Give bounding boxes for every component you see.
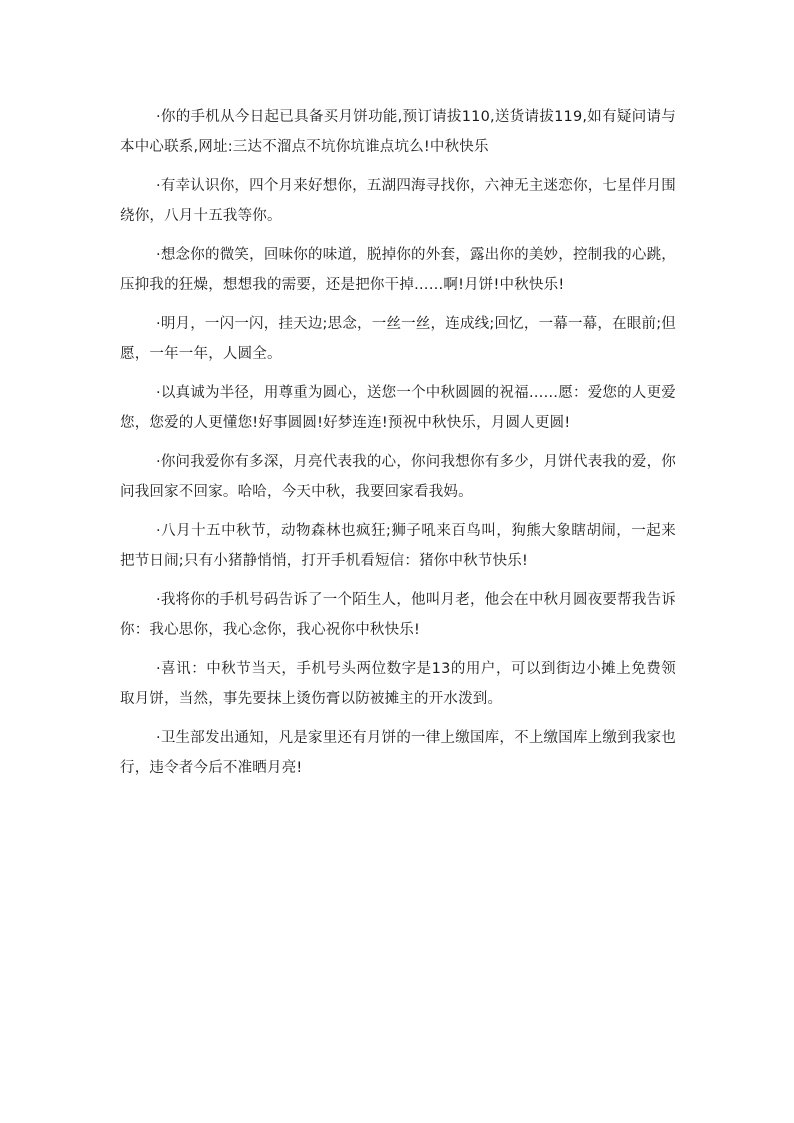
paragraph: ·想念你的微笑，回味你的味道，脱掉你的外套，露出你的美妙，控制我的心跳，压抑我的狂燥，想想我的需要，还是把你干掉……啊!月饼!中秋快乐! [120, 247, 676, 293]
paragraph: ·喜讯：中秋节当天，手机号头两位数字是13的用户，可以到街边小摊上免费领取月饼，当然，事先要抹上烫伤膏以防被摊主的开水泼到。 [120, 661, 676, 707]
paragraph: ·你问我爱你有多深，月亮代表我的心，你问我想你有多少，月饼代表我的爱，你问我回家不回家。哈哈，今天中秋，我要回家看我妈。 [120, 454, 676, 500]
paragraph: ·卫生部发出通知，凡是家里还有月饼的一律上缴国库，不上缴国库上缴到我家也行，违令者今后不准晒月亮! [120, 730, 676, 776]
paragraph: ·明月，一闪一闪，挂天边;思念，一丝一丝，连成线;回忆，一幕一幕，在眼前;但愿，一年一年，人圆全。 [120, 316, 676, 362]
paragraph: ·有幸认识你，四个月来好想你，五湖四海寻找你，六神无主迷恋你，七星伴月围绕你，八月十五我等你。 [120, 178, 676, 224]
paragraph: ·以真诚为半径，用尊重为圆心，送您一个中秋圆圆的祝福……愿：爱您的人更爱您，您爱的人更懂您!好事圆圆!好梦连连!预祝中秋快乐，月圆人更圆! [120, 385, 676, 431]
paragraph: ·我将你的手机号码告诉了一个陌生人，他叫月老，他会在中秋月圆夜要帮我告诉你：我心思你，我心念你，我心祝你中秋快乐! [120, 592, 676, 638]
paragraph: ·八月十五中秋节，动物森林也疯狂;狮子吼来百鸟叫，狗熊大象瞎胡闹，一起来把节日闹;只有小猪静悄悄，打开手机看短信：猪你中秋节快乐! [120, 523, 676, 569]
paragraph: ·你的手机从今日起已具备买月饼功能,预订请拔110,送货请拔119,如有疑问请与本中心联系,网址:三达不溜点不坑你坑谁点坑么!中秋快乐 [120, 109, 676, 155]
document-body [120, 102, 676, 792]
